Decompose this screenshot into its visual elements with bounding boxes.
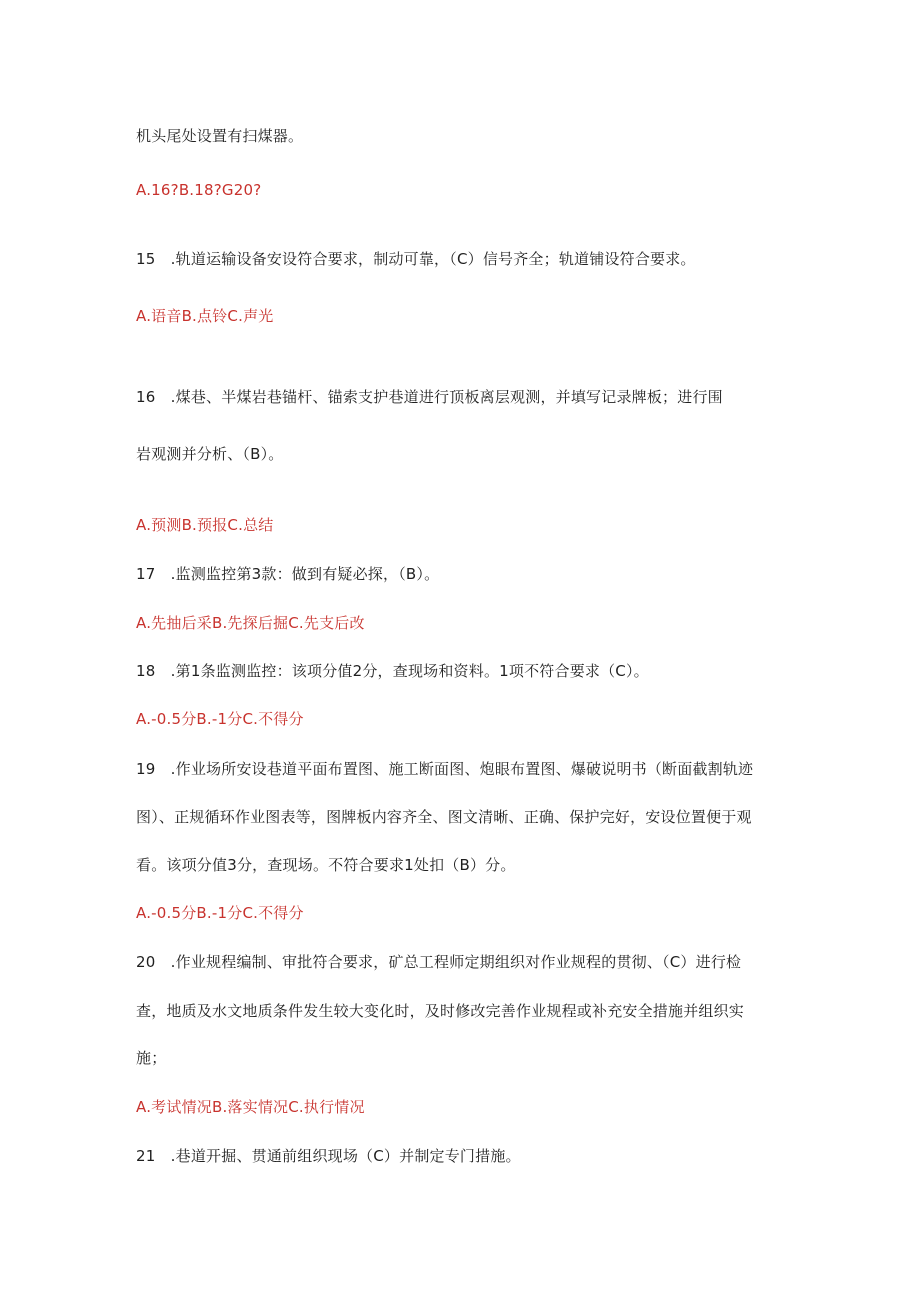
question-line: 15 .轨道运输设备安设符合要求，制动可靠，（C）信号齐全；轨道铺设符合要求。 <box>136 250 696 268</box>
question-line: 20 .作业规程编制、审批符合要求，矿总工程师定期组织对作业规程的贯彻、（C）进行检 <box>136 953 742 971</box>
question-line: 查，地质及水文地质条件发生较大变化时，及时修改完善作业规程或补充安全措施并组织实 <box>136 1002 745 1020</box>
question-line: 图）、正规循环作业图表等，图牌板内容齐全、图文清晰、正确、保护完好，安设位置便于观 <box>136 808 752 826</box>
options-line: A.语音B.点铃C.声光 <box>136 307 274 325</box>
options-line: A.16?B.18?G20? <box>136 181 262 199</box>
question-line: 17 .监测监控第3款：做到有疑必探，（B）。 <box>136 565 440 583</box>
question-line: 16 .煤巷、半煤岩巷锚杆、锚索支护巷道进行顶板离层观测，并填写记录牌板；进行围 <box>136 388 723 406</box>
question-line: 岩观测并分析、（B）。 <box>136 445 284 463</box>
question-line: 机头尾处设置有扫煤器。 <box>136 127 304 145</box>
question-line: 19 .作业场所安设巷道平面布置图、施工断面图、炮眼布置图、爆破说明书（断面截割轨迹 <box>136 760 754 778</box>
options-line: A.先抽后采B.先探后掘C.先支后改 <box>136 614 365 632</box>
options-line: A.考试情况B.落实情况C.执行情况 <box>136 1098 365 1116</box>
options-line: A.预测B.预报C.总结 <box>136 516 274 534</box>
question-line: 施； <box>136 1049 167 1067</box>
question-line: 18 .第1条监测监控：该项分值2分，查现场和资料。1项不符合要求（C）。 <box>136 662 649 680</box>
options-line: A.-0.5分B.-1分C.不得分 <box>136 904 304 922</box>
question-line: 看。该项分值3分，查现场。不符合要求1处扣（B）分。 <box>136 856 516 874</box>
question-line: 21 .巷道开掘、贯通前组织现场（C）并制定专门措施。 <box>136 1147 521 1165</box>
options-line: A.-0.5分B.-1分C.不得分 <box>136 710 304 728</box>
